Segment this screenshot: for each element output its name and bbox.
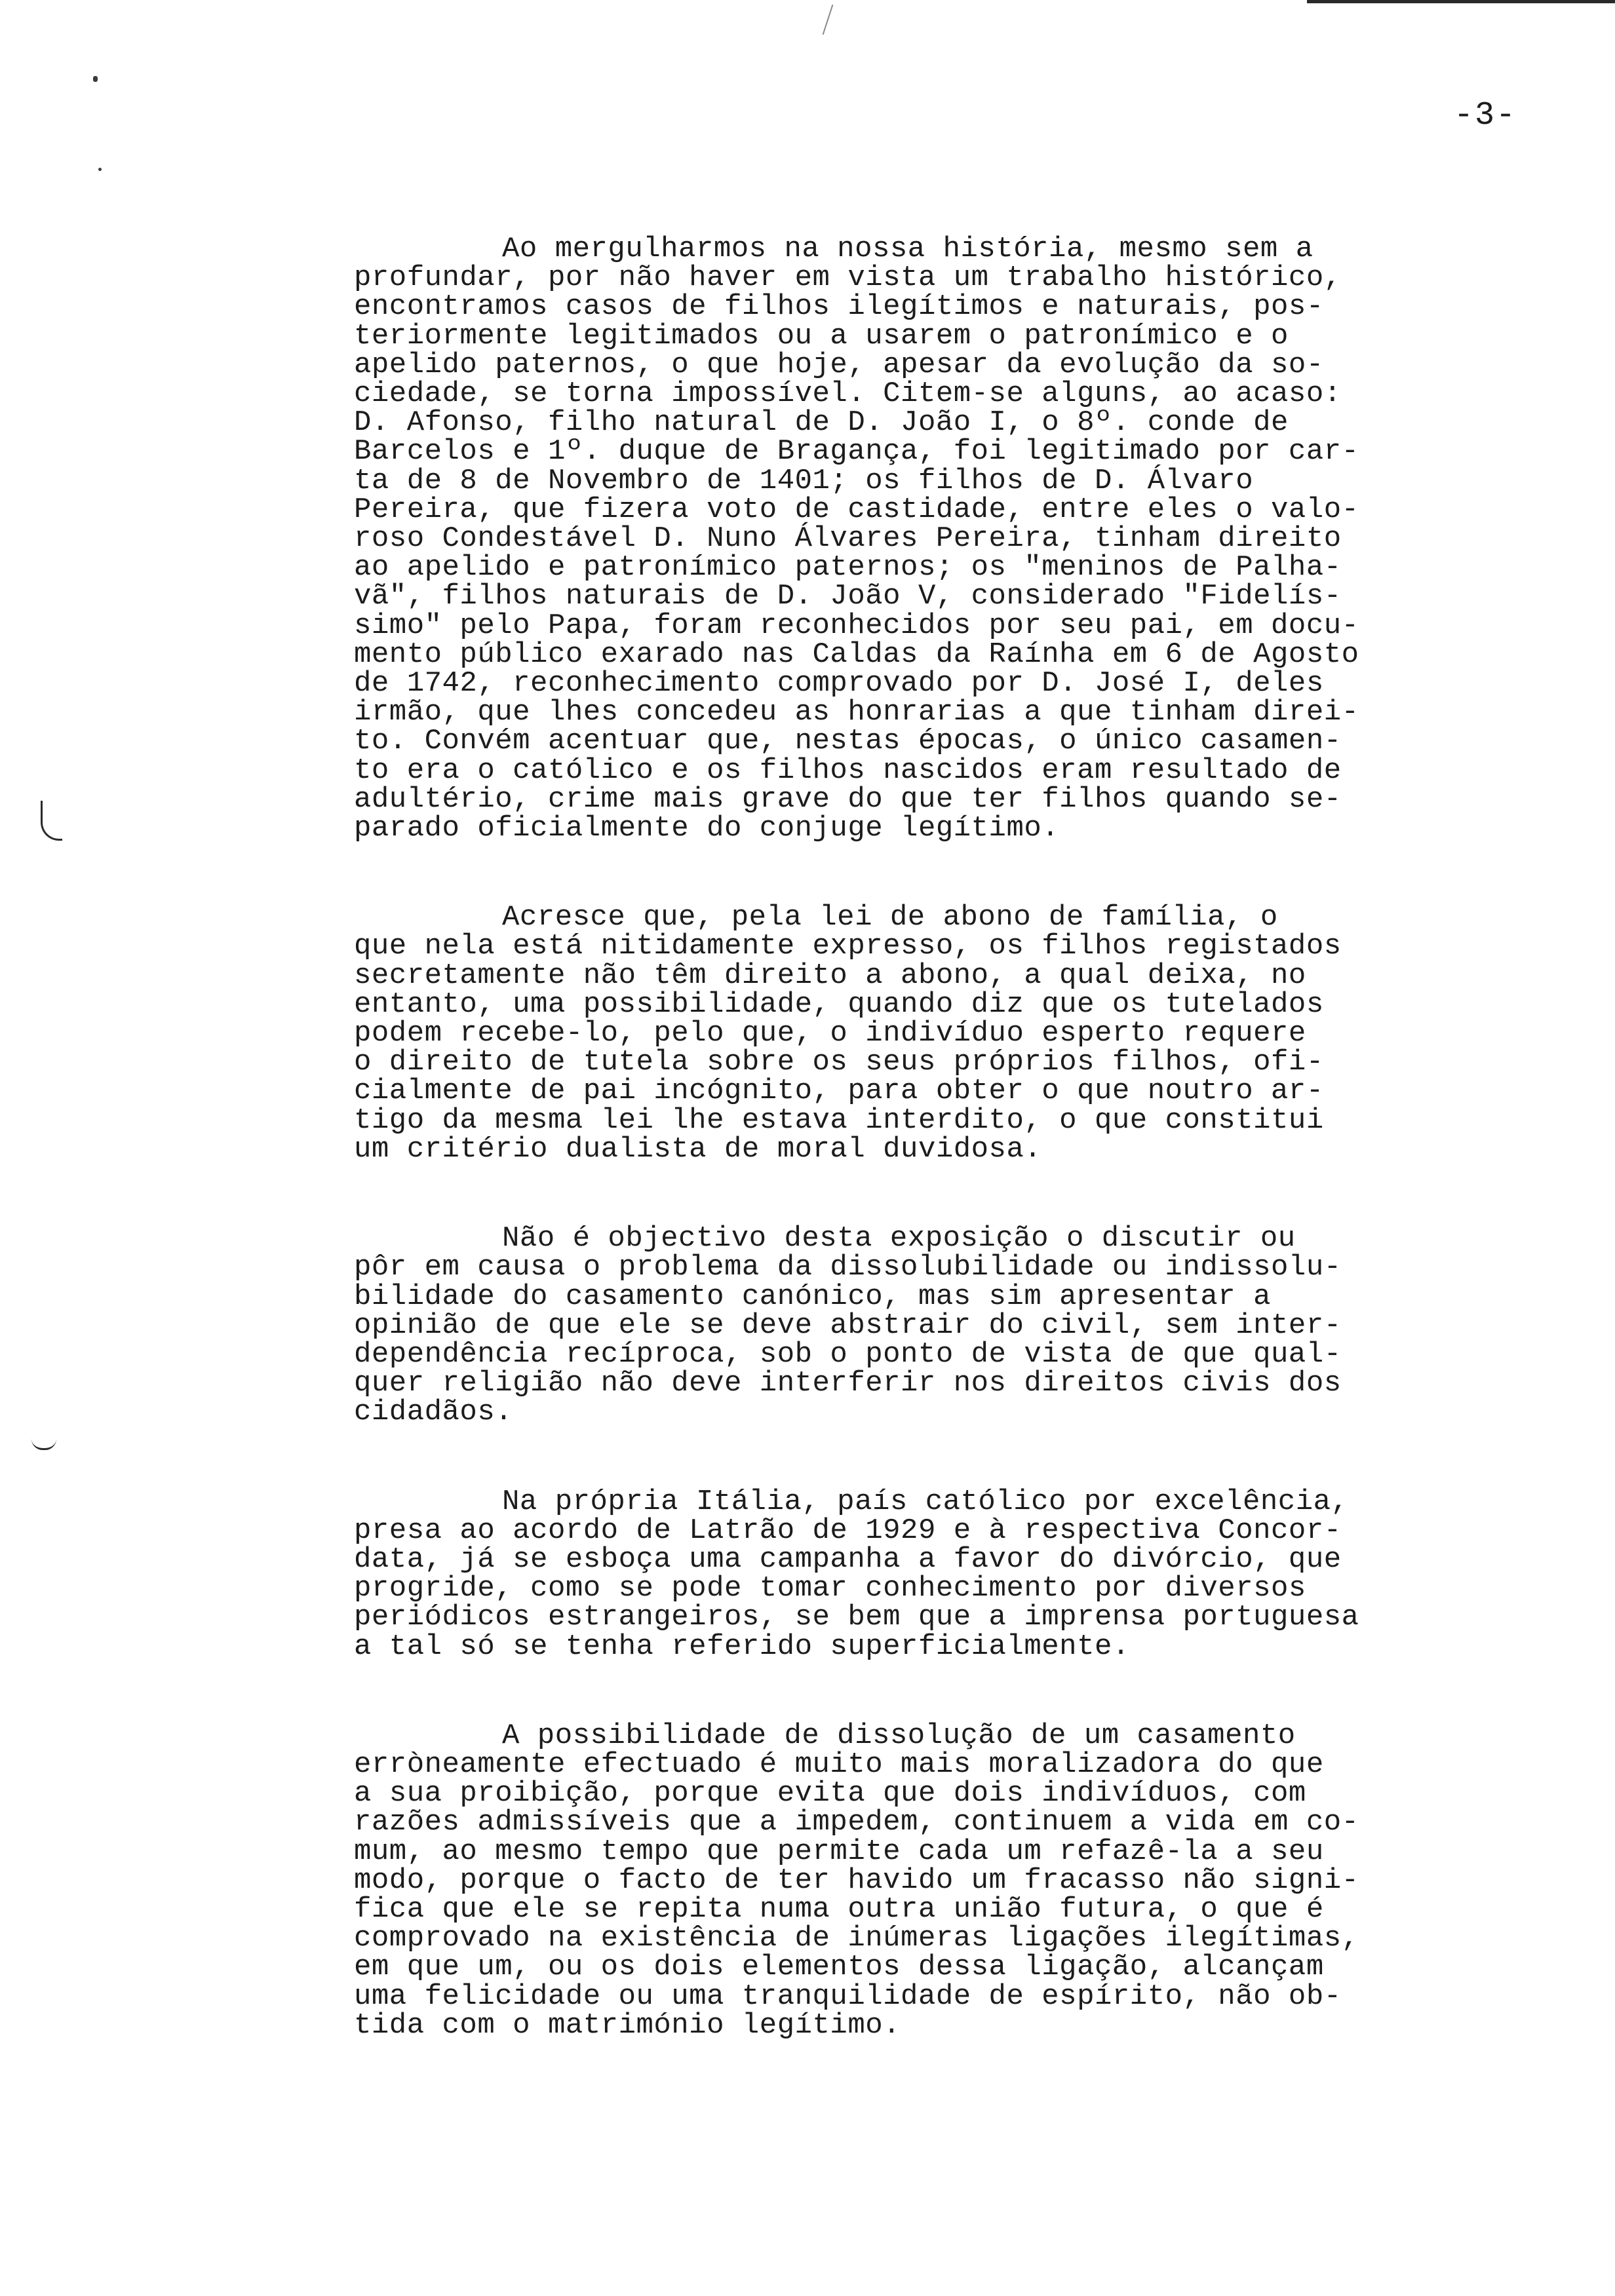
text-line: mento público exarado nas Caldas da Raínha em 6 de Agosto — [354, 638, 1359, 671]
text-line: uma felicidade ou uma tranquilidade de espírito, não ob- — [354, 1980, 1342, 2013]
paragraph — [354, 903, 1442, 1164]
text-line: adultério, crime mais grave do que ter filhos quando se- — [354, 782, 1342, 816]
page-number: -3- — [1453, 97, 1517, 134]
text-line: tigo da mesma lei lhe estava interdito, o que constitui — [354, 1103, 1324, 1137]
text-line: apelido paternos, o que hoje, apesar da evolução da so- — [354, 348, 1324, 381]
text-line: que nela está nitidamente expresso, os filhos registados — [354, 930, 1342, 963]
text-line: to. Convém acentuar que, nestas épocas, o único casamen- — [354, 725, 1342, 758]
text-line: comprovado na existência de inúmeras ligações ilegítimas, — [354, 1922, 1359, 1955]
text-line: erròneamente efectuado é muito mais moralizadora do que — [354, 1748, 1324, 1781]
text-line: progride, como se pode tomar conhecimento por diversos — [354, 1572, 1306, 1605]
paragraph — [354, 1222, 1442, 1429]
paragraph — [354, 235, 1442, 843]
stray-pen-stroke — [823, 5, 834, 35]
paragraph — [354, 1721, 1442, 2040]
text-line: bilidade do casamento canónico, mas sim apresentar a — [354, 1280, 1272, 1313]
text-line: opinião de que ele se deve abstrair do civil, sem inter- — [354, 1309, 1342, 1342]
paragraph — [354, 1487, 1442, 1661]
text-line: cidadãos. — [354, 1396, 513, 1429]
top-edge-rule — [1307, 0, 1615, 3]
text-line: vã", filhos naturais de D. João V, considerado "Fidelís- — [354, 580, 1342, 613]
text-line: ciedade, se torna impossível. Citem-se alguns, ao acaso: — [354, 377, 1342, 411]
text-line: ao apelido e patronímico paternos; os "meninos de Palha- — [354, 551, 1342, 584]
text-line: Barcelos e 1º. duque de Bragança, foi legitimado por car- — [354, 435, 1359, 469]
text-line: a tal só se tenha referido superficialmente. — [354, 1630, 1130, 1663]
text-line: mum, ao mesmo tempo que permite cada um refazê-la a seu — [354, 1835, 1324, 1868]
stray-dot-mark — [98, 168, 102, 171]
text-line: presa ao acordo de Latrão de 1929 e à respectiva Concor- — [354, 1514, 1342, 1547]
text-line: tida com o matrimónio legítimo. — [354, 2008, 901, 2042]
text-line: D. Afonso, filho natural de D. João I, o 8º. conde de — [354, 406, 1289, 440]
text-line: modo, porque o facto de ter havido um fracasso não signi- — [354, 1864, 1359, 1897]
text-line: Na própria Itália, país católico por excelência, — [502, 1485, 1349, 1518]
text-line: de 1742, reconhecimento comprovado por D. José I, deles — [354, 667, 1324, 700]
text-line: quer religião não deve interferir nos direitos civis dos — [354, 1367, 1342, 1400]
text-line: Acresce que, pela lei de abono de família, o — [502, 901, 1278, 934]
text-line: to era o católico e os filhos nascidos eram resultado de — [354, 754, 1342, 787]
text-line: encontramos casos de filhos ilegítimos e naturais, pos- — [354, 290, 1324, 324]
text-line: a sua proibição, porque evita que dois indivíduos, com — [354, 1777, 1306, 1810]
text-line: roso Condestável D. Nuno Álvares Pereira, tinham direito — [354, 522, 1342, 556]
text-line: secretamente não têm direito a abono, a qual deixa, no — [354, 959, 1306, 992]
text-line: em que um, ou os dois elementos dessa ligação, alcançam — [354, 1951, 1324, 1984]
text-line: teriormente legitimados ou a usarem o patronímico e o — [354, 319, 1289, 353]
text-line: podem recebe-lo, pelo que, o indivíduo esperto requere — [354, 1017, 1306, 1050]
text-line: ta de 8 de Novembro de 1401; os filhos de D. Álvaro — [354, 464, 1254, 497]
text-line: simo" pelo Papa, foram reconhecidos por seu pai, em docu- — [354, 609, 1359, 642]
text-line: Ao mergulharmos na nossa história, mesmo sem a — [502, 233, 1313, 265]
text-line: dependência recíproca, sob o ponto de vista de que qual- — [354, 1337, 1342, 1371]
text-line: fica que ele se repita numa outra união futura, o que é — [354, 1892, 1324, 1926]
text-line: um critério dualista de moral duvidosa. — [354, 1132, 1042, 1166]
text-line: parado oficialmente do conjuge legítimo. — [354, 812, 1060, 845]
text-line: data, já se esboça uma campanha a favor do divórcio, que — [354, 1542, 1342, 1576]
hole-punch-mark — [31, 1439, 56, 1450]
text-line: razões admissíveis que a impedem, continuem a vida em co- — [354, 1806, 1359, 1839]
text-line: cialmente de pai incógnito, para obter o que noutro ar- — [354, 1075, 1324, 1108]
text-line: profundar, por não haver em vista um trabalho histórico, — [354, 261, 1342, 295]
body-text — [354, 235, 1442, 2040]
text-line: pôr em causa o problema da dissolubilidade ou indissolu- — [354, 1251, 1342, 1284]
stray-dot-mark — [93, 76, 98, 82]
text-line: Pereira, que fizera voto de castidade, entre eles o valo- — [354, 493, 1359, 526]
text-line: A possibilidade de dissolução de um casamento — [502, 1719, 1296, 1752]
text-line: Não é objectivo desta exposição o discutir ou — [502, 1222, 1296, 1255]
text-line: irmão, que lhes concedeu as honrarias a que tinham direi- — [354, 696, 1359, 729]
text-line: o direito de tutela sobre os seus próprios filhos, ofi- — [354, 1046, 1324, 1079]
hole-punch-mark — [41, 801, 62, 841]
text-line: entanto, uma possibilidade, quando diz que os tutelados — [354, 987, 1324, 1021]
text-line: periódicos estrangeiros, se bem que a imprensa portuguesa — [354, 1601, 1359, 1634]
